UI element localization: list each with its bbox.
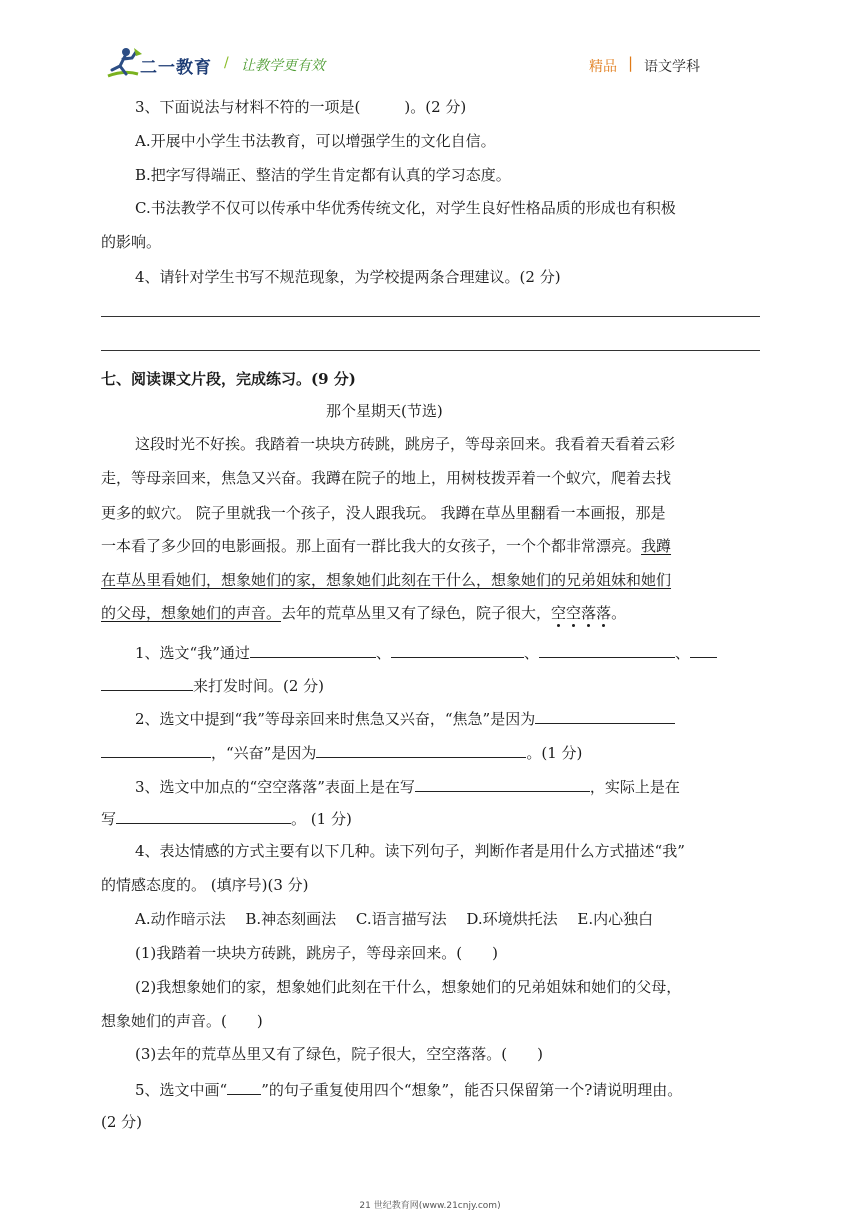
answer-line-1[interactable] (101, 316, 760, 317)
sub-q4-sentence-3: (3)去年的荒草丛里又有了绿色，院子很大，空空落落。( ) (135, 1045, 543, 1063)
sub-q1-text: 1、选文“我”通过 (135, 644, 250, 662)
sub-q3-cont (101, 806, 352, 830)
sub-q2-cont (101, 740, 582, 764)
dotted-char: 空 (551, 604, 567, 622)
q3-prompt-text: 3、下面说法与材料不符的一项是( (135, 98, 361, 116)
sub-q3-text-3: 写 (101, 810, 117, 828)
q3-option-b: B.把字写得端正、整洁的学生肯定都有认真的学习态度。 (135, 166, 511, 184)
q3-option-c-cont: 的影响。 (101, 233, 162, 251)
sub-q3-score: 。 (1 分) (291, 810, 352, 828)
sub-q2 (135, 706, 675, 730)
sub-q5 (135, 1077, 682, 1101)
sub-q5-text-2: ”的句子重复使用四个“想象”，能否只保留第一个?请说明理由。 (261, 1081, 683, 1099)
passage-line-2: 走，等母亲回来，焦急又兴奋。我蹲在院子的地上，用树枝拨弄着一个蚁穴，爬着去找 (101, 469, 672, 487)
sub-q1-blank-2[interactable] (391, 640, 524, 658)
sub-q2-blank-1[interactable] (535, 706, 675, 724)
q3-prompt (135, 96, 466, 118)
section7-heading: 七、阅读课文片段，完成练习。(9 分) (101, 370, 356, 388)
underlined-sentence-start: 我蹲 (641, 537, 672, 555)
sub-q1-sep: 、 (674, 644, 690, 662)
sub-q4-line-1: 4、表达情感的方式主要有以下几种。读下列句子，判断作者是用什么方式描述“我” (135, 842, 685, 860)
passage-line-3: 更多的蚁穴。 院子里就我一个孩子，没人跟我玩。 我蹲在草丛里翻看一本画报，那是 (101, 504, 666, 522)
page-footer: 21 世纪教育网(www.21cnjy.com) (359, 1201, 501, 1211)
sub-q3-blank-2[interactable] (116, 806, 291, 824)
sub-q2-blank-1-cont[interactable] (101, 740, 211, 758)
q3-option-c: C.书法教学不仅可以传承中华优秀传统文化，对学生良好性格品质的形成也有积极 (135, 199, 676, 217)
slogan: 让教学更有效 (241, 58, 325, 74)
sub-q4-line-2: 的情感态度的。 (填序号)(3 分) (101, 876, 309, 894)
passage-line-4 (101, 535, 671, 557)
sub-q5-underline-sample (227, 1077, 261, 1095)
sub-q2-blank-2[interactable] (316, 740, 526, 758)
passage-line-6 (101, 602, 626, 624)
dotted-char: 空 (566, 604, 582, 622)
passage-line-1: 这段时光不好挨。我踏着一块块方砖跳，跳房子，等母亲回来。我看着天看着云彩 (135, 435, 676, 453)
sub-q3-text-2: ，实际上是在 (589, 778, 680, 796)
sub-q2-score: 。(1 分) (526, 744, 583, 762)
sub-q4-sentence-1: (1)我踏着一块块方砖跳，跳房子，等母亲回来。( ) (135, 944, 498, 962)
sub-q1-blank-1[interactable] (250, 640, 376, 658)
sub-q1-blank-3[interactable] (539, 640, 675, 658)
sub-q1-sep: 、 (523, 644, 539, 662)
badge-separator: | (628, 54, 634, 72)
q3-option-a: A.开展中小学生书法教育，可以增强学生的文化自信。 (135, 132, 496, 150)
sub-q1-cont (101, 673, 324, 697)
sub-q1 (135, 640, 717, 664)
passage-title: 那个星期天(节选) (326, 402, 443, 420)
sub-q4-sentence-2: (2)我想象她们的家，想象她们此刻在干什么，想象她们的兄弟姐妹和她们的父母， (135, 978, 682, 996)
underlined-sentence-end: 的父母，想象她们的声音。 (101, 604, 282, 622)
badge-jingpin: 精品 (589, 59, 617, 75)
sub-q4-options: A.动作暗示法 B.神态刻画法 C.语言描写法 D.环境烘托法 E.内心独白 (135, 910, 654, 928)
underlined-sentence-mid: 在草丛里看她们，想象她们的家，想象她们此刻在干什么，想象她们的兄弟姐妹和她们 (101, 571, 672, 589)
answer-line-2[interactable] (101, 350, 760, 351)
page-header (0, 0, 860, 90)
sub-q3-blank-1[interactable] (415, 774, 590, 792)
logo-text: 二一教育 (140, 58, 212, 78)
q4-prompt: 4、请针对学生书写不规范现象，为学校提两条合理建议。(2 分) (135, 268, 561, 286)
sub-q4-sentence-2-cont: 想象她们的声音。( ) (101, 1012, 263, 1030)
sub-q1-score: 来打发时间。(2 分) (193, 677, 325, 695)
dotted-char: 落 (581, 604, 597, 622)
passage-line-4-text: 一本看了多少回的电影画报。那上面有一群比我大的女孩子，一个个都非常漂亮。 (101, 537, 642, 555)
sub-q1-sep: 、 (375, 644, 391, 662)
sub-q5-score: (2 分) (101, 1113, 143, 1131)
sub-q3 (135, 774, 680, 798)
passage-line-6-end: 。 (611, 604, 627, 622)
sub-q5-text: 5、选文中画“ (135, 1081, 228, 1099)
sub-q1-blank-4[interactable] (690, 640, 717, 658)
passage-line-6-text: 去年的荒草丛里又有了绿色，院子很大， (281, 604, 552, 622)
sub-q2-text: 2、选文中提到“我”等母亲回来时焦急又兴奋，“焦急”是因为 (135, 710, 536, 728)
sub-q3-text: 3、选文中加点的“空空落落”表面上是在写 (135, 778, 415, 796)
sub-q2-text-2: ，“兴奋”是因为 (211, 744, 317, 762)
dotted-char: 落 (596, 604, 612, 622)
sub-q1-blank-4-cont[interactable] (101, 673, 193, 691)
badge-subject: 语文学科 (644, 59, 700, 75)
q3-prompt-score: )。(2 分) (404, 98, 467, 116)
slogan-separator: / (224, 55, 229, 71)
